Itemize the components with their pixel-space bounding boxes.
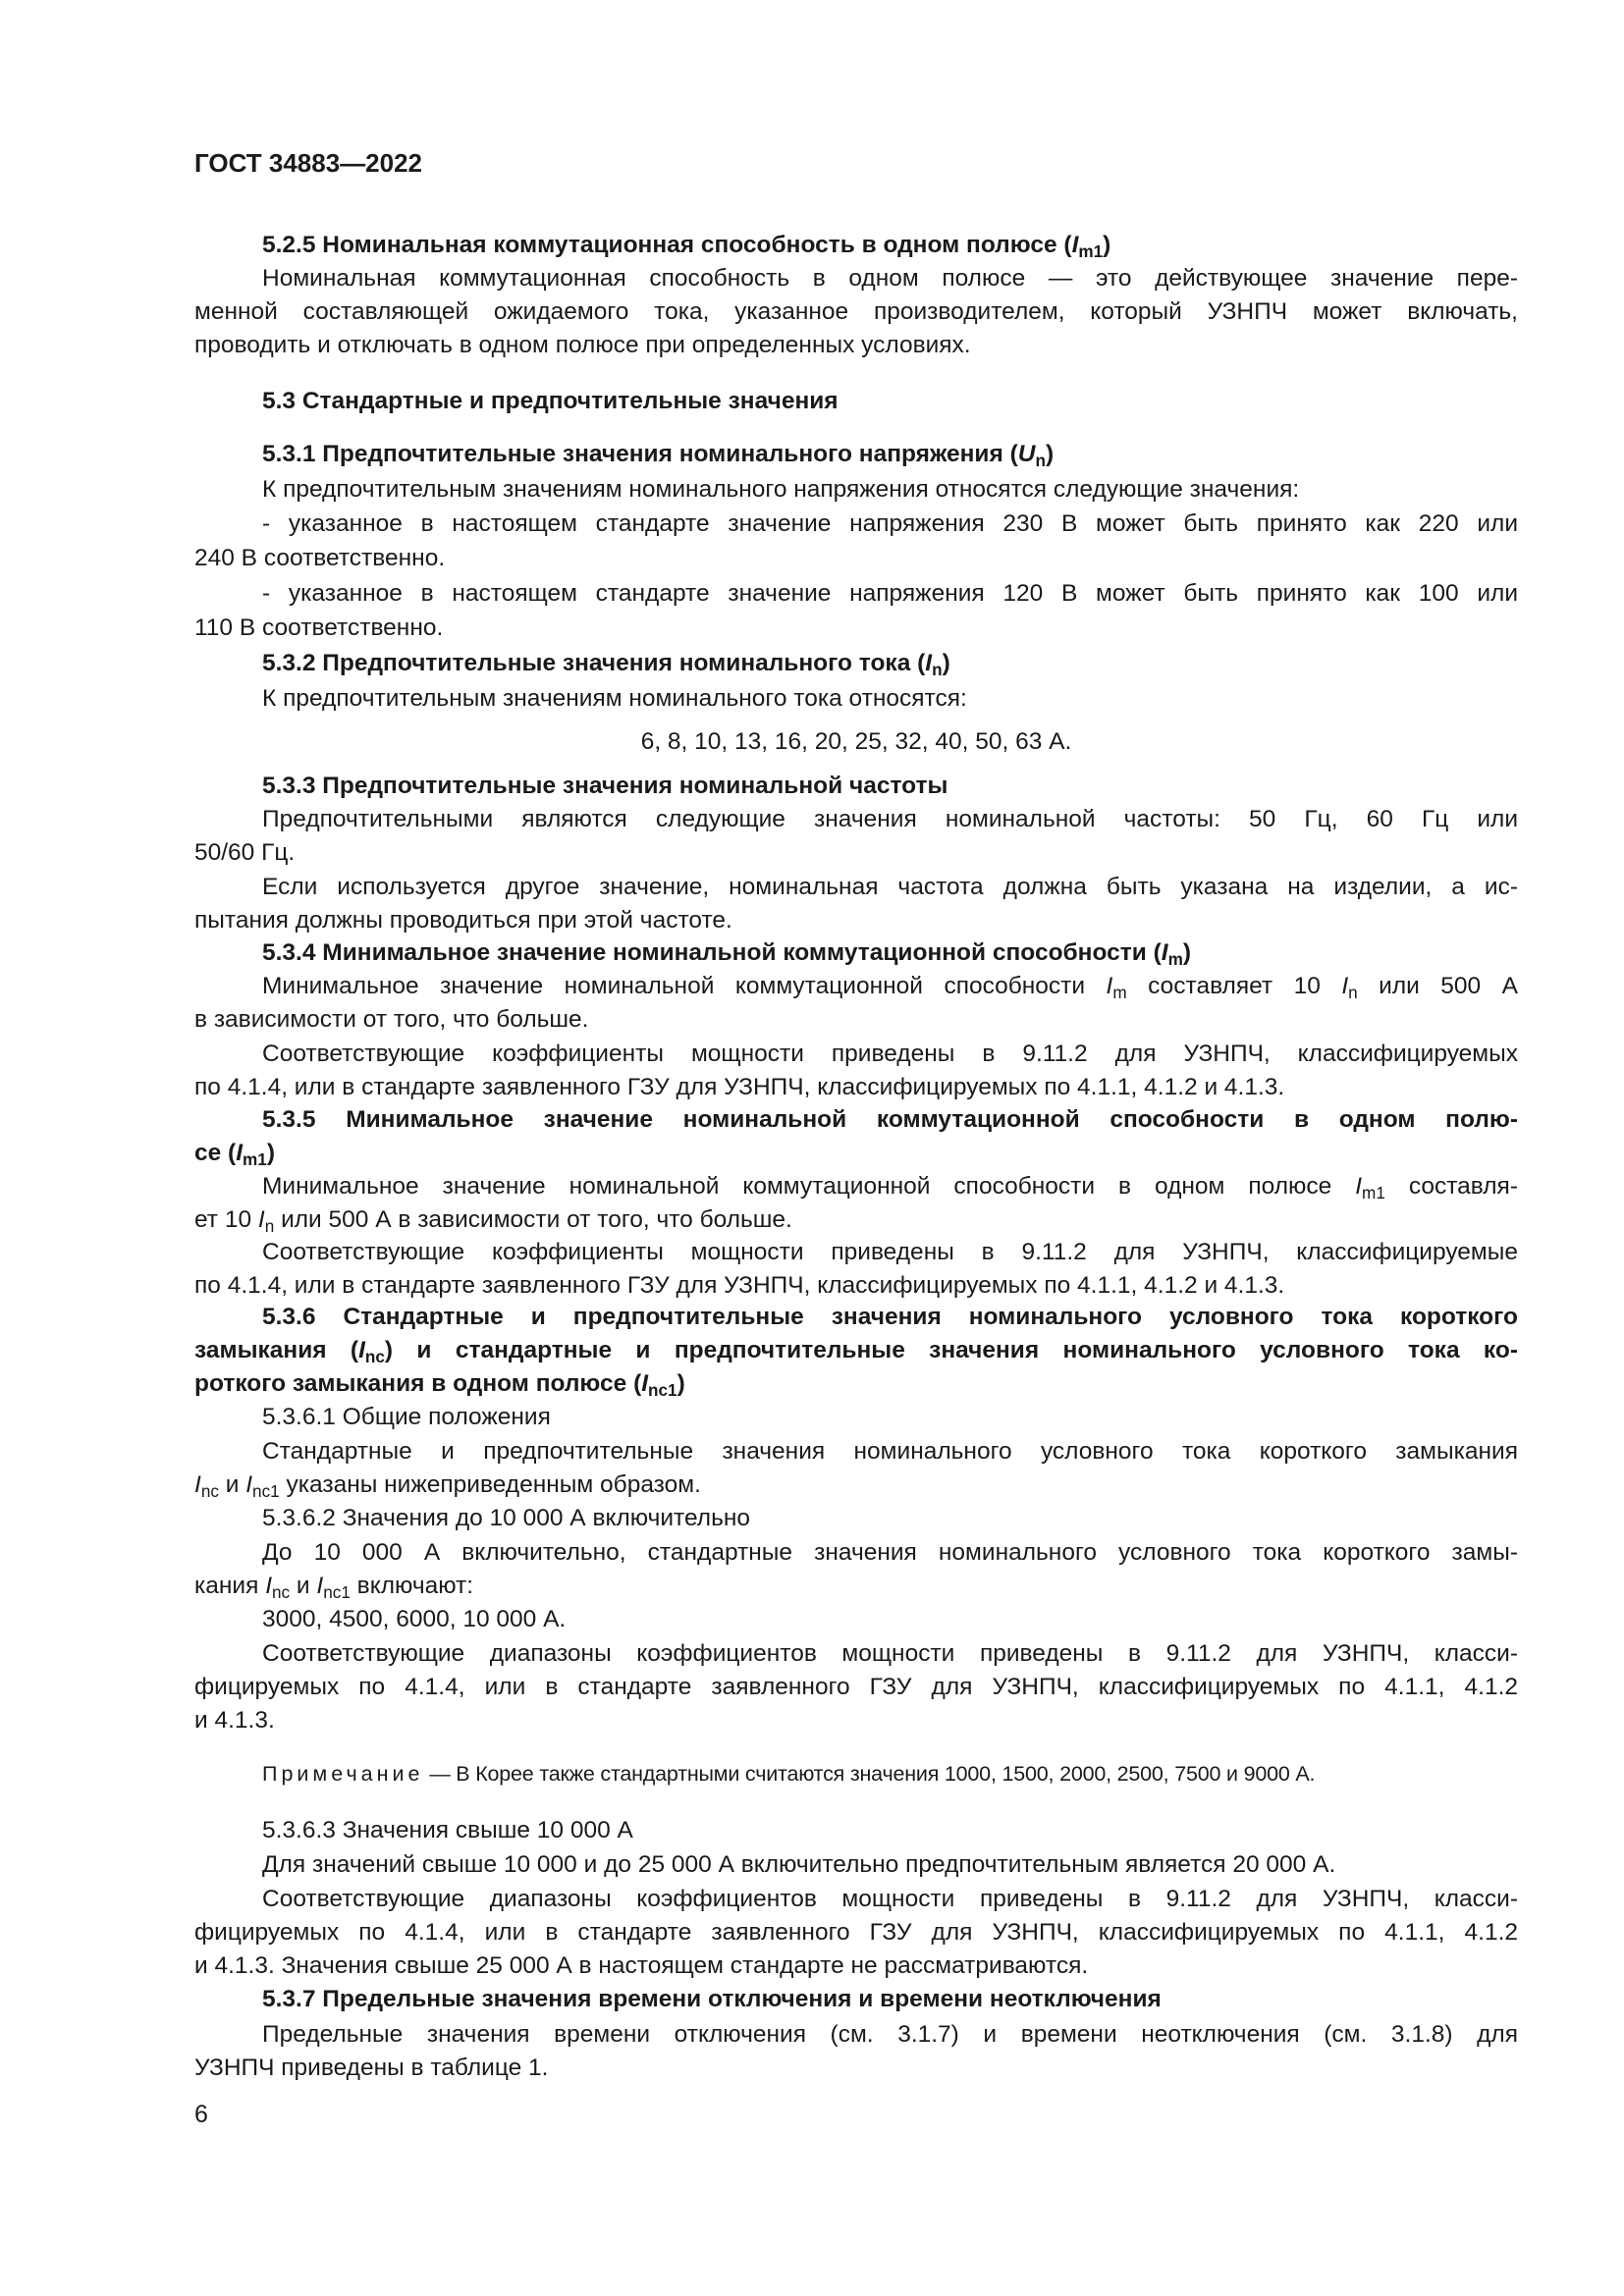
paragraph-line: проводить и отключать в одном полюсе при определенных условиях. [194,332,971,358]
list-item: - указанное в настоящем стандарте значение напряжения 120 В может быть принято как 100 или [262,580,1518,607]
short-circuit-values: 3000, 4500, 6000, 10 000 А. [262,1606,567,1632]
paragraph-line: Если используется другое значение, номинальная частота должна быть указана на изделии, а ис- [262,874,1518,900]
paragraph-line: 110 В соответственно. [194,614,444,641]
paragraph-line: К предпочтительным значениям номинального напряжения относятся следующие значения: [262,476,1300,503]
paragraph-line: УЗНПЧ приведены в таблице 1. [194,2055,549,2081]
paragraph-line: 50/60 Гц. [194,839,296,866]
paragraph-line: и 4.1.3. [194,1707,275,1734]
subsection-5-3-6-2-title: 5.3.6.2 Значения до 10 000 А включительно [262,1505,751,1531]
paragraph-line: Минимальное значение номинальной коммутационной способности в одном полюсе $I_{m1}$ составля- [262,1173,1518,1202]
paragraph-line: Соответствующие коэффициенты мощности приведены в 9.11.2 для УЗНПЧ, классифицируемых [262,1041,1518,1067]
subsection-5-3-6-1-title: 5.3.6.1 Общие положения [262,1404,551,1430]
paragraph-line: До 10 000 А включительно, стандартные значения номинального условного тока короткого замы- [262,1539,1518,1566]
paragraph-line: Соответствующие коэффициенты мощности приведены в 9.11.2 для УЗНПЧ, классифицируемые [262,1239,1518,1265]
section-5-3-1-heading: 5.3.1 Предпочтительные значения номинального напряжения $(U_n)$ [262,441,1055,470]
paragraph-line: по 4.1.4, или в стандарте заявленного ГЗУ для УЗНПЧ, классифицируемых по 4.1.1, 4.1.2 и 4.1.3. [194,1272,1285,1299]
paragraph-line: Соответствующие диапазоны коэффициентов мощности приведены в 9.11.2 для УЗНПЧ, класси- [262,1886,1518,1912]
section-5-3-7-heading: 5.3.7 Предельные значения времени отключения и времени неотключения [262,1986,1162,2012]
paragraph-line: 240 В соответственно. [194,545,446,571]
paragraph-line: Стандартные и предпочтительные значения номинального условного тока короткого замыкания [262,1438,1518,1465]
section-5-3-2-heading: 5.3.2 Предпочтительные значения номинального тока $(I_n)$ [262,650,950,679]
paragraph-line: Предельные значения времени отключения (см. 3.1.7) и времени неотключения (см. 3.1.8) для [262,2021,1518,2048]
list-item: - указанное в настоящем стандарте значение напряжения 230 В может быть принято как 220 или [262,510,1518,537]
section-5-3-3-heading: 5.3.3 Предпочтительные значения номинальной частоты [262,773,948,799]
section-5-3-5-heading-cont: се $(I_{m1})$ [194,1140,275,1169]
paragraph-line: и 4.1.3. Значения свыше 25 000 А в настоящем стандарте не рассматриваются. [194,1952,1089,1979]
section-5-2-5-heading: 5.2.5 Номинальная коммутационная способность в одном полюсе $(I_{m1})$ [262,232,1111,261]
subsection-5-3-6-3-title: 5.3.6.3 Значения свыше 10 000 А [262,1817,633,1843]
paragraph-line: $I_{nc}$ и $I_{nc1}$ указаны нижеприведенным образом. [194,1471,701,1501]
rated-current-values: 6, 8, 10, 13, 16, 20, 25, 32, 40, 50, 63 А. [640,728,1072,755]
paragraph-line: Для значений свыше 10 000 и до 25 000 А включительно предпочтительным является 20 000 А. [262,1851,1336,1878]
note: Примечание — В Корее также стандартными считаются значения 1000, 1500, 2000, 2500, 7500 и 9000 А. [262,1762,1316,1786]
section-5-3-4-heading: 5.3.4 Минимальное значение номинальной коммутационной способности $(I_m)$ [262,939,1192,969]
section-5-3-6-heading: 5.3.6 Стандартные и предпочтительные значения номинального условного тока короткого [262,1304,1518,1330]
paragraph-line: по 4.1.4, или в стандарте заявленного ГЗУ для УЗНПЧ, классифицируемых по 4.1.1, 4.1.2 и 4.1.3. [194,1074,1285,1100]
paragraph-line: фицируемых по 4.1.4, или в стандарте заявленного ГЗУ для УЗНПЧ, классифицируемых по 4.1.1, 4.1.2 [194,1919,1518,1946]
section-5-3-6-heading-cont: замыкания $(I_{nc})$ и стандартные и предпочтительные значения номинального условного тока ко- [194,1337,1518,1366]
section-5-3-5-heading: 5.3.5 Минимальное значение номинальной коммутационной способности в одном полю- [262,1106,1518,1133]
paragraph-line: Минимальное значение номинальной коммутационной способности $I_m$ составляет 10 $I_n$ или 500 А [262,973,1518,1002]
paragraph-line: Соответствующие диапазоны коэффициентов мощности приведены в 9.11.2 для УЗНПЧ, класси- [262,1640,1518,1667]
paragraph-line: К предпочтительным значениям номинального тока относятся: [262,685,967,712]
document-code: ГОСТ 34883—2022 [194,148,422,178]
paragraph-line: Предпочтительными являются следующие значения номинальной частоты: 50 Гц, 60 Гц или [262,806,1518,832]
paragraph-line: кания $I_{nc}$ и $I_{nc1}$ включают: [194,1573,474,1602]
paragraph-line: пытания должны проводиться при этой частоте. [194,907,732,934]
paragraph-line: ет 10 $I_n$ или 500 А в зависимости от того, что больше. [194,1206,792,1236]
paragraph-line: в зависимости от того, что больше. [194,1006,589,1033]
paragraph-line: менной составляющей ожидаемого тока, указанное производителем, который УЗНПЧ может включать, [194,298,1518,325]
section-5-3-6-heading-cont: роткого замыкания в одном полюсе $(I_{nc1})$ [194,1370,685,1400]
paragraph-line: Номинальная коммутационная способность в одном полюсе — это действующее значение пере- [262,265,1518,292]
page-number: 6 [194,2101,208,2128]
note-label: Примечание [262,1762,424,1786]
paragraph-line: фицируемых по 4.1.4, или в стандарте заявленного ГЗУ для УЗНПЧ, классифицируемых по 4.1.1, 4.1.2 [194,1674,1518,1700]
section-5-3-heading: 5.3 Стандартные и предпочтительные значения [262,388,839,414]
